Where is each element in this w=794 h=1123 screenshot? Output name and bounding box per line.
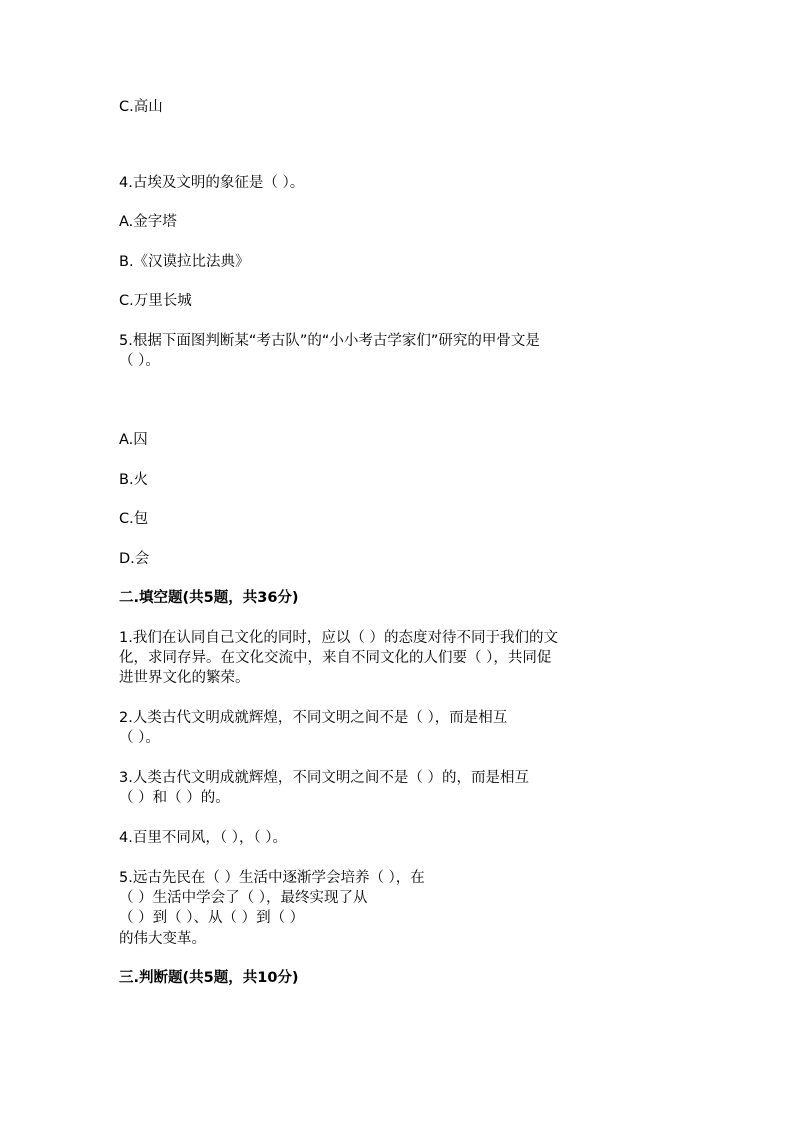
option-5c: C.包 [119, 511, 149, 527]
fill-5-line2: （ ）生活中学会了（ ），最终实现了从 [119, 890, 368, 906]
fill-1-line1: 1.我们在认同自己文化的同时，应以（ ）的态度对待不同于我们的文 [119, 630, 558, 646]
fill-5-line3: （ ）到（ ）、从（ ）到（ ） [119, 910, 305, 926]
option-3c: C.高山 [119, 99, 163, 115]
fill-2-line1: 2.人类古代文明成就辉煌，不同文明之间不是（ ），而是相互 [119, 710, 508, 726]
option-4a: A.金字塔 [119, 214, 177, 230]
section-2-heading: 二.填空题(共5题，共36分) [119, 590, 299, 606]
question-4-stem: 4.古埃及文明的象征是（ ）。 [119, 175, 305, 191]
option-5a: A.囚 [119, 432, 148, 448]
fill-4-line1: 4.百里不同风，（ ），（ ）。 [119, 830, 288, 846]
fill-3-line1: 3.人类古代文明成就辉煌，不同文明之间不是（ ）的，而是相互 [119, 770, 529, 786]
option-4b: B.《汉谟拉比法典》 [119, 254, 250, 270]
section-3-heading: 三.判断题(共5题，共10分) [119, 970, 299, 986]
option-4c: C.万里长城 [119, 293, 192, 309]
fill-1-line3: 进世界文化的繁荣。 [119, 670, 250, 686]
fill-2-line2: （ ）。 [119, 730, 160, 746]
fill-5-line4: 的伟大变革。 [119, 931, 206, 947]
option-5d: D.会 [119, 551, 150, 567]
fill-3-line2: （ ）和（ ）的。 [119, 790, 230, 806]
option-5b: B.火 [119, 472, 149, 488]
question-5-stem-line1: 5.根据下面图判断某“考古队”的“小小考古学家们”研究的甲骨文是 [119, 333, 540, 349]
fill-5-line1: 5.远古先民在（ ）生活中逐渐学会培养（ ），在 [119, 870, 425, 886]
fill-1-line2: 化，求同存异。在文化交流中，来自不同文化的人们要（ ），共同促 [119, 650, 552, 666]
question-5-stem-line2: （ ）。 [119, 353, 160, 369]
